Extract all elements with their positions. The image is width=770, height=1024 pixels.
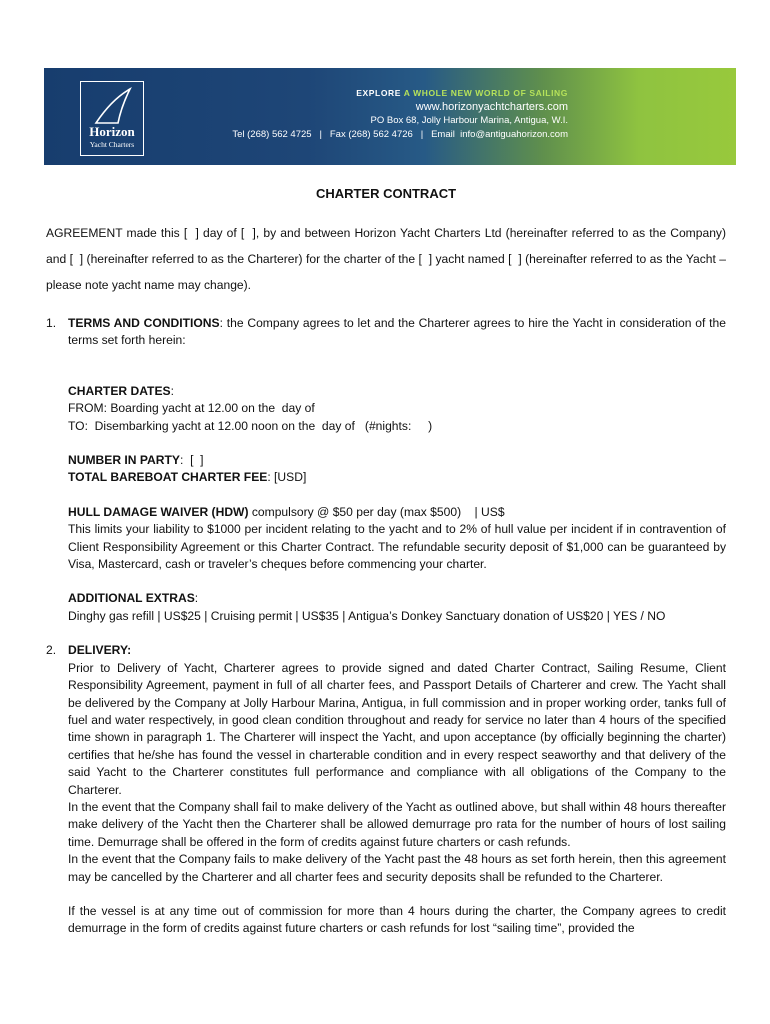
charter-from: FROM: Boarding yacht at 12.00 on the day of [68,401,315,416]
delivery-heading: DELIVERY: [68,643,132,658]
website-link[interactable]: www.horizonyachtcharters.com [415,101,568,113]
section-delivery [46,642,726,938]
party-line: NUMBER IN PARTY: [ ] [68,453,204,468]
delivery-paragraph-2: In the event that the Company shall fail to make delivery of the Yacht as outlined above, but shall within 48 hours thereafter make delivery of the Yacht then the Charterer shall be allowed demurrage pro rata for the number of hours of lost sailing time. Demurrage shall be offered in the form of credits against future charters or cash refunds. [68,799,726,849]
hdw-line: HULL DAMAGE WAIVER (HDW) compulsory @ $50 per day (max $500) | US$ [68,504,505,519]
document-title: CHARTER CONTRACT [315,186,457,201]
banner-contact-block [232,86,568,142]
hdw-paragraph: This limits your liability to $1000 per incident relating to the yacht and to 2% of hull value per incident if in contravention of Client Responsibility Agreement or this Charter Contract. The refundable security deposit of $1,000 can be guaranteed by Visa, Mastercard, cash or traveler’s cheques before commencing your charter. [68,522,726,572]
section-terms [46,315,726,625]
section-number: 1. [46,316,57,330]
terms-heading: TERMS AND CONDITIONS [68,316,220,330]
fee-line: TOTAL BAREBOAT CHARTER FEE: [USD] [68,470,307,485]
horizon-logo [80,81,144,156]
contact-line: Tel (268) 562 4725 | Fax (268) 562 4726 | Email info@antiguahorizon.com [232,129,568,140]
delivery-paragraph-4: If the vessel is at any time out of commission for more than 4 hours during the charter, the Company agrees to credit demurrage in the form of credits against future charters or cash refunds for lost “sailing time”, provided the [68,903,726,936]
header-banner [44,68,736,165]
address-line: PO Box 68, Jolly Harbour Marina, Antigua, W.I. [370,115,568,126]
sail-icon [90,87,134,125]
delivery-paragraph-3: In the event that the Company fails to make delivery of the Yacht past the 48 hours as set forth herein, then this agreement may be cancelled by the Charterer and all charter fees and security deposits shall be refunded to the Charterer. [68,852,726,884]
extras-heading: ADDITIONAL EXTRAS: [68,591,199,606]
tagline: EXPLORE A WHOLE NEW WORLD OF SAILING [356,88,568,98]
extras-line: Dinghy gas refill | US$25 | Cruising permit | US$35 | Antigua’s Donkey Sanctuary donation of US$20 | YES / NO [68,608,666,623]
delivery-paragraph-1: Prior to Delivery of Yacht, Charterer agrees to provide signed and dated Charter Contract, Sailing Resume, Client Responsibility Agreement, payment in full of all charter fees, and Passport Details of Charterer and crew. The Yacht shall be delivered by the Company at Jolly Harbour Marina, Antigua, in full commission and in proper working order, tanks full of fuel and water respectively, in good clean condition throughout and ready for service no later than 4 hours of the specified time shown in paragraph 1. The Charterer will inspect the Yacht, and upon acceptance (by officially beginning the charter) certifies that he/she has found the vessel in charterable condition and in every respect seaworthy and that delivery of the said Yacht to the Charterer constitutes full performance and compliance with all obligations of the Company to the Charterer. [68,660,726,797]
charter-to: TO: Disembarking yacht at 12.00 noon on the day of (#nights: ) [68,418,433,433]
section-number: 2. [46,643,57,658]
logo-name: Horizon [89,124,135,139]
intro-paragraph: AGREEMENT made this [ ] day of [ ], by and between Horizon Yacht Charters Ltd (hereinafter referred to as the Company) and [ ] (hereinafter referred to as the Charterer) for the charter of the [ ] yacht named [ ] (hereinafter referred to as the Yacht – please note yacht name may change). [46,226,730,292]
terms-paragraph: TERMS AND CONDITIONS: the Company agrees to let and the Charterer agrees to hire the Yacht in consideration of the terms set forth herein: [68,316,726,348]
charter-dates-heading: CHARTER DATES: [68,383,174,398]
logo-subtitle: Yacht Charters [89,140,135,149]
contract-body [46,184,730,938]
